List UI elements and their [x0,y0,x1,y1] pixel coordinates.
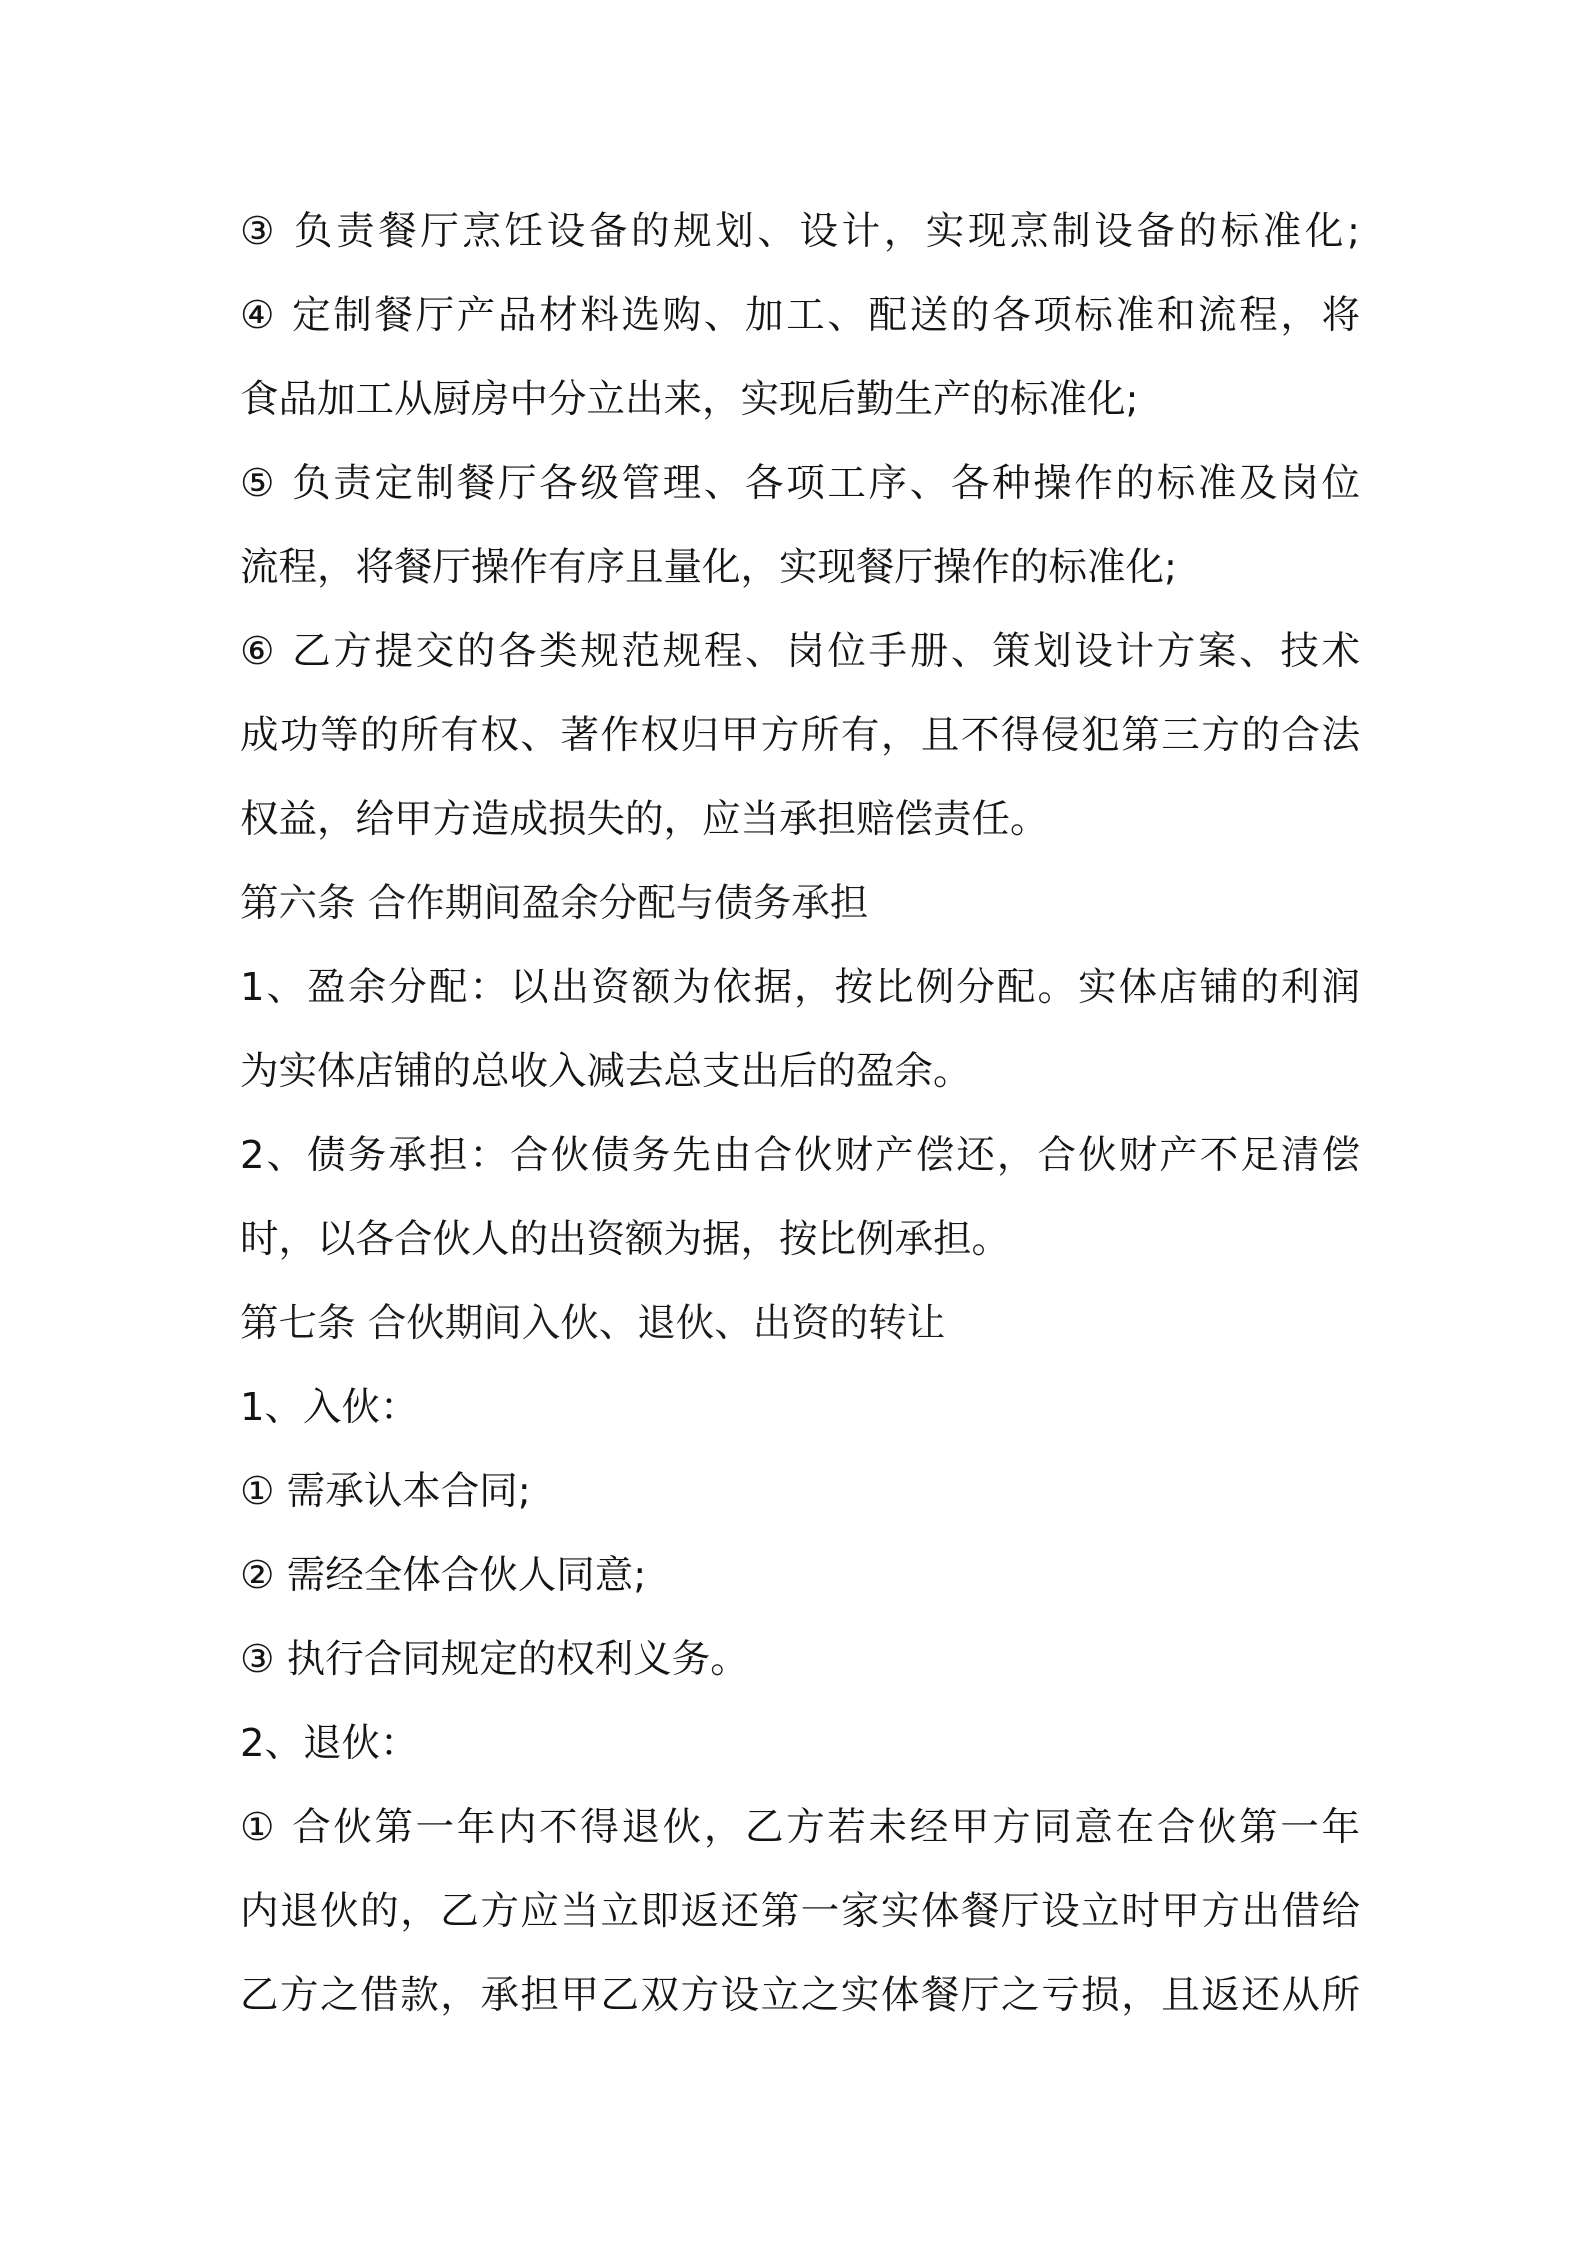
withdrawal-heading: 2、退伙： [240,1721,419,1766]
clause-item-6-line-2: 成功等的所有权、著作权归甲方所有，且不得侵犯第三方的合法 [240,713,1360,758]
joining-item-2: ② 需经全体合伙人同意; [240,1553,647,1598]
joining-item-3: ③ 执行合同规定的权利义务。 [240,1637,749,1682]
clause-item-6-line-1: ⑥ 乙方提交的各类规范规程、岗位手册、策划设计方案、技术 [240,629,1360,674]
document-body [240,190,1360,2038]
clause-item-3-equipment: ③ 负责餐厅烹饪设备的规划、设计，实现烹制设备的标准化; [240,209,1360,254]
clause-item-4-line-1: ④ 定制餐厅产品材料选购、加工、配送的各项标准和流程，将 [240,293,1360,338]
clause-item-6-line-3: 权益，给甲方造成损失的，应当承担赔偿责任。 [240,797,1049,842]
clause-item-5-line-2: 流程，将餐厅操作有序且量化，实现餐厅操作的标准化; [240,545,1177,590]
debt-liability-line-1: 2、债务承担：合伙债务先由合伙财产偿还，合伙财产不足清偿 [240,1133,1360,1178]
profit-distribution-line-1: 1、盈余分配：以出资额为依据，按比例分配。实体店铺的利润 [240,965,1360,1010]
clause-item-4-line-2: 食品加工从厨房中分立出来，实现后勤生产的标准化; [240,377,1139,422]
withdrawal-item-1-line-2: 内退伙的，乙方应当立即返还第一家实体餐厅设立时甲方出借给 [240,1889,1360,1934]
joining-heading: 1、入伙： [240,1385,419,1430]
withdrawal-item-1-line-1: ① 合伙第一年内不得退伙，乙方若未经甲方同意在合伙第一年 [240,1805,1360,1850]
profit-distribution-line-2: 为实体店铺的总收入减去总支出后的盈余。 [240,1049,972,1094]
article-6-heading: 第六条 合作期间盈余分配与债务承担 [240,881,869,926]
withdrawal-item-1-line-3: 乙方之借款，承担甲乙双方设立之实体餐厅之亏损，且返还从所 [240,1973,1360,2018]
debt-liability-line-2: 时，以各合伙人的出资额为据，按比例承担。 [240,1217,1011,1262]
joining-item-1: ① 需承认本合同; [240,1469,531,1514]
clause-item-5-line-1: ⑤ 负责定制餐厅各级管理、各项工序、各种操作的标准及岗位 [240,461,1360,506]
article-7-heading: 第七条 合伙期间入伙、退伙、出资的转让 [240,1301,946,1346]
